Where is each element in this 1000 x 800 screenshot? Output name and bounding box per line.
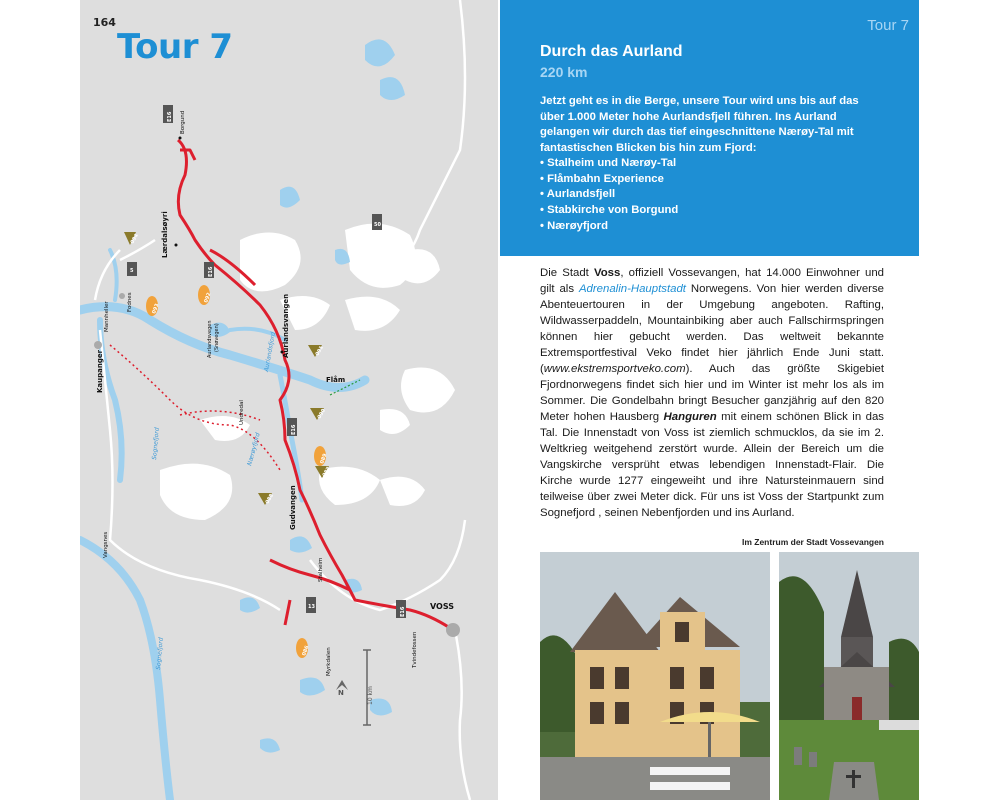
page-number: 164 bbox=[93, 16, 116, 29]
photo-vangskirche bbox=[779, 552, 919, 800]
poi-091: 091 bbox=[314, 344, 325, 357]
poi-086: 086 bbox=[301, 644, 311, 657]
tour-header-box bbox=[500, 0, 919, 256]
poi-092: 092 bbox=[203, 291, 213, 304]
body-voss: Voss bbox=[593, 267, 621, 279]
highlight-item: • Stabkirche von Borgund bbox=[540, 203, 678, 219]
poi-089: 089 bbox=[319, 452, 329, 465]
map-legend bbox=[336, 650, 371, 725]
body-part: , offiziell Vossevangen, hat 14.000 Einwohner und gilt als bbox=[540, 267, 884, 295]
label-vangsnes: Vangsnes bbox=[103, 531, 109, 558]
body-text bbox=[540, 265, 884, 521]
label-tvindefossen: Tvindefossen bbox=[412, 631, 418, 668]
label-stalheim: Stalheim bbox=[318, 557, 324, 582]
label-aurlandsvangen: Aurlandsvangen bbox=[282, 293, 290, 358]
highlights-list bbox=[540, 156, 678, 235]
tour-distance: 220 km bbox=[540, 64, 588, 80]
label-road-13: 13 bbox=[308, 604, 315, 610]
label-borgund: Borgund bbox=[180, 110, 186, 134]
legend-labels bbox=[338, 686, 374, 705]
label-aurlandsvegen: Aurlandsvegen bbox=[207, 320, 213, 358]
label-laerdalsoyri: Lærdalsøyri bbox=[161, 211, 169, 258]
label-e16-b: E16 bbox=[208, 266, 214, 277]
poi-087: 087 bbox=[321, 465, 332, 478]
body-part: Norwegens. Von hier werden diverse Abenteuertouren in der Umgebung angeboten. Rafting, Wildwasserpaddeln, Mountainbiking aber auch Fallschirmspringen können hier gebucht werden. Das weltweit bekannte Extremsportfestival Veko findet hier jährlich Ende Juni statt. ( bbox=[540, 283, 884, 375]
highlight-item: • Nærøyfjord bbox=[540, 219, 678, 235]
section-title: Durch das Aurland bbox=[540, 43, 683, 60]
label-naeroyfjord: Nærøyfjord bbox=[246, 431, 262, 467]
church-image bbox=[779, 552, 919, 800]
scale-label: 10 km bbox=[367, 686, 374, 705]
label-snovegen: (Snøvegen) bbox=[214, 323, 220, 352]
label-fodnes: Fodnes bbox=[127, 292, 133, 312]
body-url[interactable]: www.ekstremsportveko.com bbox=[543, 363, 686, 375]
label-flam: Flåm bbox=[326, 376, 346, 384]
label-e16-c: E16 bbox=[291, 424, 297, 435]
body-part: ). Auch das größte Skigebiet Fjordnorwegens findet sich hier und im Winter ist mehr los als im Sommer. Die Gondelbahn bringt Besucher ganzjährig auf den 820 Meter hohen Hausberg bbox=[540, 363, 884, 423]
map-graphic bbox=[80, 0, 498, 800]
highlight-item: • Stalheim und Nærøy-Tal bbox=[540, 156, 678, 172]
photo-caption: Im Zentrum der Stadt Vossevangen bbox=[741, 537, 884, 547]
intro-text: Jetzt geht es in die Berge, unsere Tour wird uns bis auf das über 1.000 Meter hohe Aurlandsfjell führen. Ins Aurland gelangen wir durch das tief eingeschnittene Nærøy-Tal mit fantastischen Blicken bis hin zum Fjord: bbox=[540, 95, 859, 154]
label-aurlandsfjord: Aurlandsfjord bbox=[263, 331, 277, 373]
label-road-50: 50 bbox=[374, 222, 381, 228]
body-part: mit einem schönen Blick in das Tal. Die Innenstadt von Voss ist ziemlich schmucklos, da sie im 2. Weltkrieg weitgehend zerstört wurde. Allein der Bereich um die Vangskirche versprüht etwas lebendigen Innenstadt-Flair. Die Kirche wurde 1277 eingeweiht und ihre Natursteinmauern sind teilweise über zwei Meter dick. Für uns ist Voss der Startpunkt zum Sognefjord , seinen Nebenfjorden und ins Aurland. bbox=[540, 411, 884, 519]
highlight-item: • Flåmbahn Experience bbox=[540, 172, 678, 188]
tour-title: Tour 7 bbox=[117, 27, 233, 67]
body-hanguren: Hanguren bbox=[663, 411, 717, 423]
route-map[interactable] bbox=[80, 0, 498, 800]
tour-tag: Tour 7 bbox=[867, 17, 909, 34]
poi-090: 090 bbox=[316, 407, 327, 420]
poi-093: 093 bbox=[151, 302, 161, 315]
highlight-item: • Aurlandsfjell bbox=[540, 187, 678, 203]
label-mannheller: Mannheller bbox=[104, 301, 110, 332]
map-labels bbox=[96, 111, 454, 676]
label-sognefjord-2: Sognefjord bbox=[155, 637, 165, 671]
north-label: N bbox=[338, 689, 344, 697]
body-part: Die Stadt bbox=[540, 267, 594, 279]
body-adrenalin-link[interactable]: Adrenalin-Hauptstadt bbox=[578, 283, 686, 295]
label-road-5: 5 bbox=[130, 268, 134, 274]
label-kaupanger: Kaupanger bbox=[96, 349, 104, 393]
house-image bbox=[540, 552, 770, 800]
label-voss: VOSS bbox=[430, 602, 455, 611]
label-e16-d: E16 bbox=[400, 606, 406, 617]
label-sognefjord-1: Sognefjord bbox=[151, 427, 161, 461]
photo-vossevangen-house bbox=[540, 552, 770, 800]
label-myrkdalen: Myrkdalen bbox=[326, 647, 332, 676]
label-gudvangen: Gudvangen bbox=[289, 485, 297, 530]
poi-094: 094 bbox=[129, 232, 140, 245]
label-e16-a: E16 bbox=[167, 111, 173, 122]
poi-088: 088 bbox=[264, 492, 275, 505]
label-undredal: Undredal bbox=[239, 400, 245, 425]
